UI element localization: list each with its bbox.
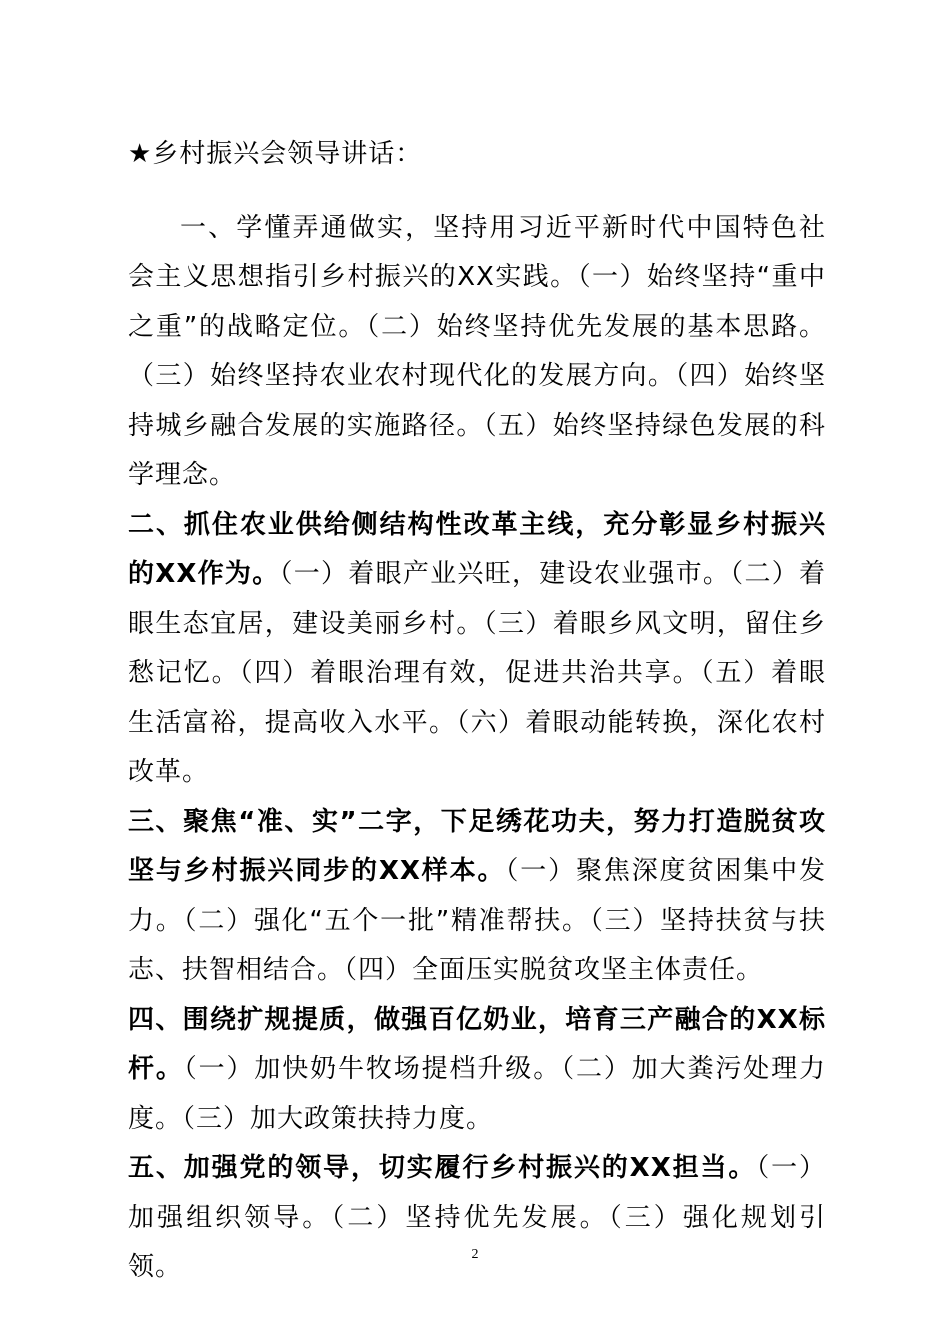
section-4-title: 四、围绕扩规提质，做强百亿奶业，培育三产融合的XX标杆。: [128, 1004, 826, 1084]
section-1-body: （一）始终坚持“重中之重”的战略定位。（二）始终坚持优先发展的基本思路。（三）始终坚持农业农村现代化的发展方向。（四）始终坚持城乡融合发展的实施路径。（五）始终坚持绿色发展的科学理念。: [128, 262, 826, 490]
section-3: [128, 798, 826, 996]
section-5: [128, 1144, 826, 1293]
page-number: 2: [471, 1247, 479, 1262]
document-body: [128, 130, 826, 1293]
section-5-body: （一）加强组织领导。（二）坚持优先发展。（三）强化规划引领。: [128, 1153, 826, 1282]
document-heading: ★乡村振兴会领导讲话：: [128, 139, 423, 169]
section-2-body: （一）着眼产业兴旺，建设农业强市。（二）着眼生态宜居，建设美丽乡村。（三）着眼乡风文明，留住乡愁记忆。（四）着眼治理有效，促进共治共享。（五）着眼生活富裕，提高收入水平。（六）着眼动能转换，深化农村改革。: [128, 559, 826, 787]
section-5-title: 五、加强党的领导，切实履行乡村振兴的XX担当。: [128, 1153, 757, 1183]
section-1: [128, 204, 826, 501]
section-2: [128, 501, 826, 798]
section-2-title: 二、抓住农业供给侧结构性改革主线，充分彰显乡村振兴的XX作为。: [128, 509, 826, 589]
section-4: [128, 996, 826, 1145]
section-4-body: （一）加快奶牛牧场提档升级。（二）加大粪污处理力度。（三）加大政策扶持力度。: [128, 1054, 826, 1134]
section-3-title: 三、聚焦“准、实”二字，下足绣花功夫，努力打造脱贫攻坚与乡村振兴同步的XX样本。: [128, 806, 826, 886]
section-1-title: 一、学懂弄通做实，坚持用习近平新时代中国特色社会主义思想指引乡村振兴的XX实践。: [128, 212, 826, 292]
section-3-body: （一）聚焦深度贫困集中发力。（二）强化“五个一批”精准帮扶。（三）坚持扶贫与扶志、扶智相结合。（四）全面压实脱贫攻坚主体责任。: [128, 856, 826, 985]
